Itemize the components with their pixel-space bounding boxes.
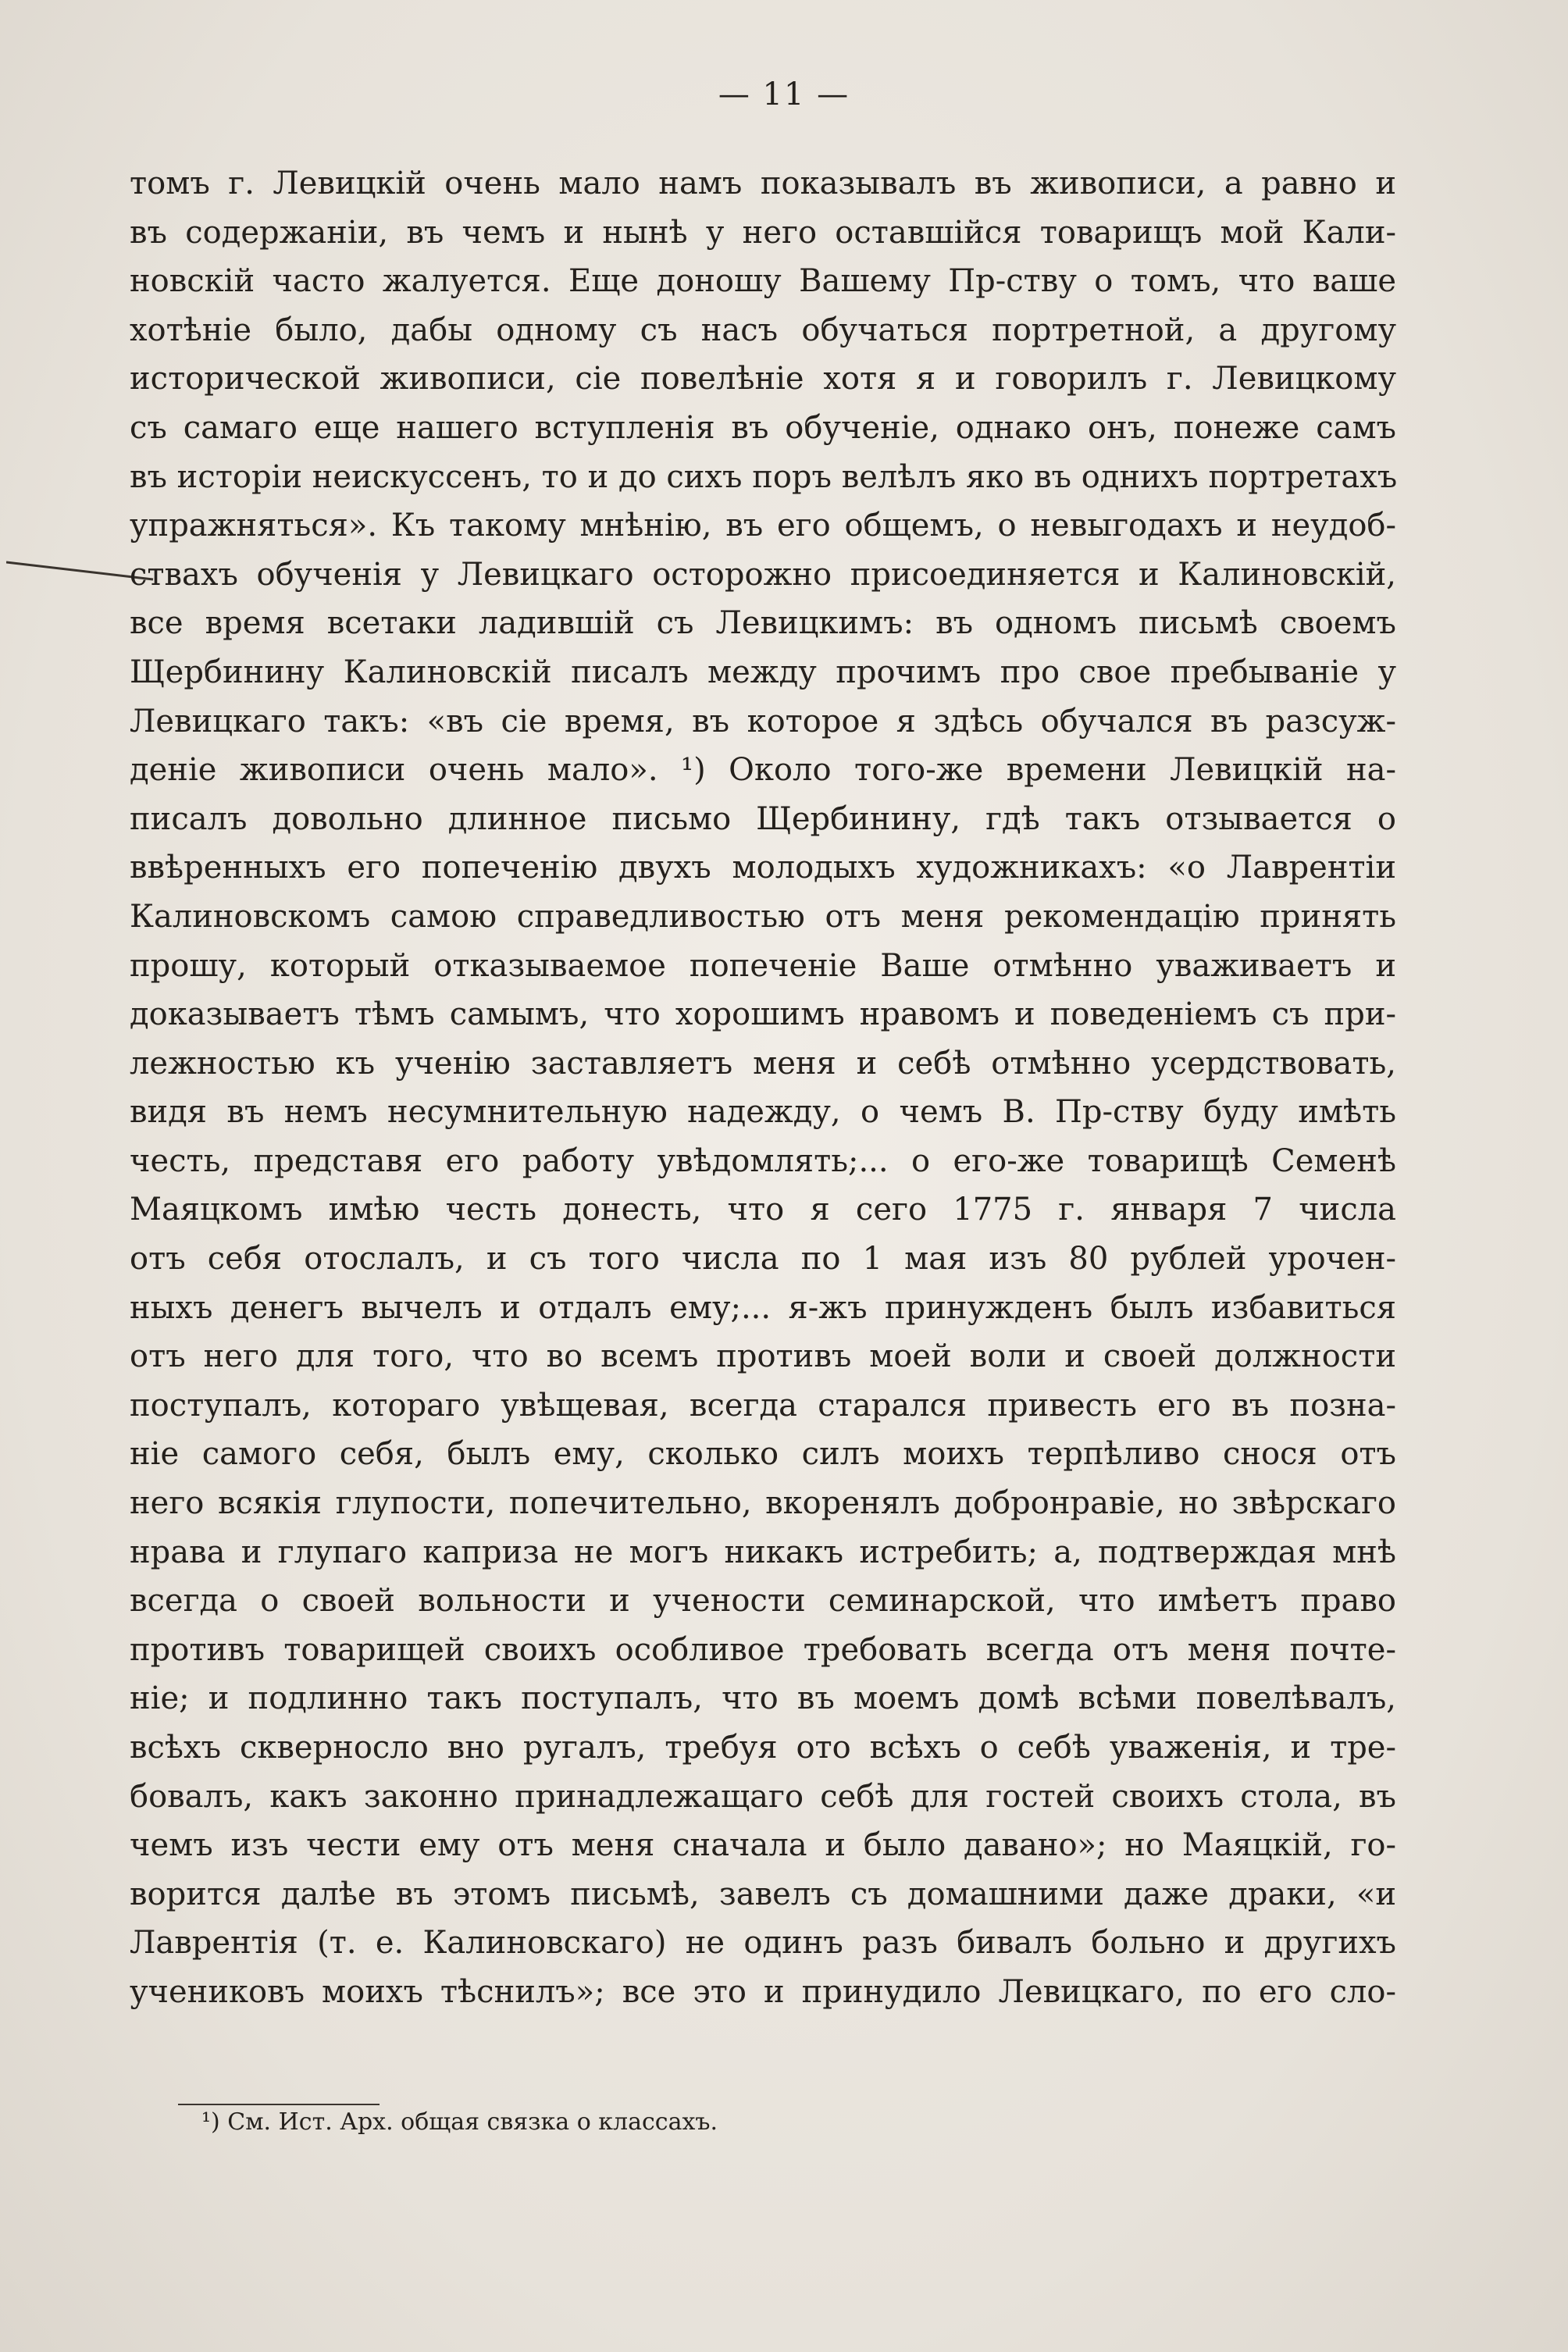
text-line: доказываетъ тѣмъ самымъ, что хорошимъ нравомъ и поведеніемъ съ при- — [130, 996, 1396, 1033]
text-line: ныхъ денегъ вычелъ и отдалъ ему;... я-жъ принужденъ былъ избавиться — [130, 1289, 1396, 1326]
text-line: Щербинину Калиновскій писалъ между прочимъ про свое пребываніе у — [130, 654, 1396, 690]
text-line: Маяцкомъ имѣю честь донесть, что я сего 1775 г. января 7 числа — [130, 1192, 1396, 1228]
text-line: упражняться». Къ такому мнѣнію, въ его общемъ, о невыгодахъ и неудоб- — [130, 508, 1396, 544]
text-line: чемъ изъ чести ему отъ меня сначала и было давано»; но Маяцкій, го- — [130, 1827, 1396, 1864]
text-line: въ исторіи неискуссенъ, то и до сихъ поръ велѣлъ яко въ однихъ портретахъ — [130, 458, 1398, 495]
text-line: писалъ довольно длинное письмо Щербинину, гдѣ такъ отзывается о — [130, 800, 1396, 837]
text-line: ствахъ обученія у Левицкаго осторожно присоединяется и Калиновскій, — [130, 556, 1396, 593]
text-line: томъ г. Левицкій очень мало намъ показывалъ въ живописи, а равно и — [130, 166, 1396, 201]
text-line: отъ себя отослалъ, и съ того числа по 1 мая изъ 80 рублей урочен- — [130, 1241, 1396, 1278]
text-line: Калиновскомъ самою справедливостью отъ меня рекомендацію принять — [130, 898, 1396, 935]
text-line: новскій часто жалуется. Еще доношу Вашему Пр-ству о томъ, что ваше — [130, 263, 1396, 300]
text-line: поступалъ, котораго увѣщевая, всегда старался привесть его въ позна- — [130, 1387, 1396, 1424]
text-line: Левицкаго такъ: «въ сіе время, въ которое я здѣсь обучался въ разсуж- — [130, 703, 1396, 739]
text-line: честь, представя его работу увѣдомлять;... о его-же товарищѣ Семенѣ — [130, 1142, 1396, 1179]
footnote: ¹) См. Ист. Арх. общая связка о классахъ. — [201, 2108, 718, 2136]
text-line: видя въ немъ несумнительную надежду, о чемъ В. Пр-ству буду имѣть — [130, 1094, 1396, 1131]
page-number: — 11 — — [718, 77, 850, 112]
text-line: хотѣніе было, дабы одному съ насъ обучаться портретной, а другому — [130, 312, 1396, 348]
text-line: прошу, который отказываемое попеченіе Ваше отмѣнно уваживаетъ и — [130, 947, 1396, 984]
text-line: Лаврентія (т. е. Калиновскаго) не одинъ разъ бивалъ больно и другихъ — [130, 1925, 1396, 1962]
text-line: всѣхъ скверносло вно ругалъ, требуя ото всѣхъ о себѣ уваженія, и тре- — [130, 1730, 1396, 1766]
text-line: всегда о своей вольности и учености семинарской, что имѣетъ право — [130, 1583, 1396, 1620]
body-text — [130, 159, 1396, 2017]
text-line: отъ него для того, что во всемъ противъ моей воли и своей должности — [130, 1338, 1396, 1375]
text-line: нрава и глупаго каприза не могъ никакъ истребить; а, подтверждая мнѣ — [130, 1534, 1396, 1570]
text-line: въ содержаніи, въ чемъ и нынѣ у него оставшійся товарищъ мой Кали- — [130, 214, 1396, 251]
text-line: противъ товарищей своихъ особливое требовать всегда отъ меня почте- — [130, 1631, 1396, 1668]
text-line: бовалъ, какъ законно принадлежащаго себѣ для гостей своихъ стола, въ — [130, 1778, 1396, 1815]
text-line: ніе; и подлинно такъ поступалъ, что въ моемъ домѣ всѣми повелѣвалъ, — [130, 1680, 1396, 1717]
text-line: него всякія глупости, попечительно, вкоренялъ добронравіе, но звѣрскаго — [130, 1485, 1396, 1522]
text-line: лежностью къ ученію заставляетъ меня и себѣ отмѣнно усердствовать, — [130, 1045, 1396, 1082]
text-line: исторической живописи, сіе повелѣніе хотя я и говорилъ г. Левицкому — [130, 361, 1396, 397]
text-line: съ самаго еще нашего вступленія въ обученіе, однако онъ, понеже самъ — [130, 409, 1396, 446]
text-line: все время всетаки ладившій съ Левицкимъ: въ одномъ письмѣ своемъ — [130, 605, 1396, 642]
text-line: ввѣренныхъ его попеченію двухъ молодыхъ художникахъ: «о Лаврентіи — [130, 850, 1396, 886]
text-line: ніе самого себя, былъ ему, сколько силъ моихъ терпѣливо снося отъ — [130, 1436, 1396, 1473]
text-line: ворится далѣе въ этомъ письмѣ, завелъ съ домашними даже драки, «и — [130, 1876, 1396, 1912]
text-line: учениковъ моихъ тѣснилъ»; все это и принудило Левицкаго, по его сло- — [130, 1973, 1396, 2010]
text-line: деніе живописи очень мало». ¹) Около того-же времени Левицкій на- — [130, 752, 1396, 789]
